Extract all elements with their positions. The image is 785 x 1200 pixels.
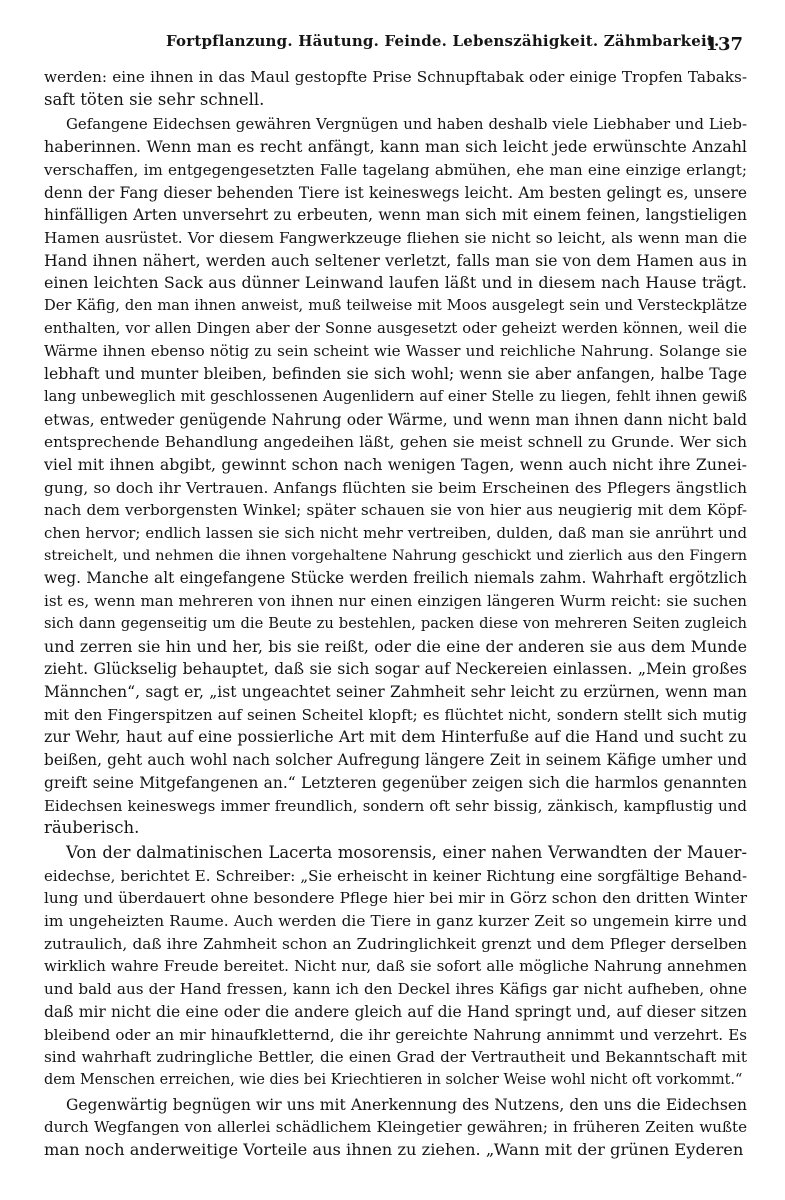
- text-line: im ungeheizten Raume. Auch werden die Tiere in ganz kurzer Zeit so ungemein kirre und: [44, 912, 747, 931]
- paragraph: [44, 113, 747, 840]
- text-line: Gegenwärtig begnügen wir uns mit Anerkennung des Nutzens, den uns die Eidechsen: [66, 1095, 747, 1114]
- running-title: Fortpflanzung. Häutung. Feinde. Lebenszähigkeit. Zähmbarkeit.: [166, 32, 720, 50]
- text-line: lung und überdauert ohne besondere Pflege hier bei mir in Görz schon den dritten Winter: [44, 889, 747, 908]
- text-line: lebhaft und munter bleiben, befinden sie sich wohl; wenn sie aber anfangen, halbe Tage: [44, 365, 747, 384]
- text-line: mit den Fingerspitzen auf seinen Scheitel klopft; es flüchtet nicht, sondern stellt sich mutig: [44, 705, 747, 724]
- text-line: Wärme ihnen ebenso nötig zu sein scheint wie Wasser und reichliche Nahrung. Solange sie: [44, 342, 747, 361]
- body-text: [44, 66, 747, 1162]
- text-line: enthalten, vor allen Dingen aber der Sonne ausgesetzt oder geheizt werden können, weil die: [44, 319, 747, 337]
- text-line: weg. Manche alt eingefangene Stücke werden freilich niemals zahm. Wahrhaft ergötzlich: [44, 569, 747, 588]
- text-line: ist es, wenn man mehreren von ihnen nur einen einzigen längeren Wurm reicht: sie suchen: [44, 592, 747, 611]
- text-line: chen hervor; endlich lassen sie sich nicht mehr vertreiben, dulden, daß man sie anrührt und: [44, 524, 747, 543]
- text-line: greift seine Mitgefangenen an.“ Letzteren gegenüber zeigen sich die harmlos genannten: [44, 773, 747, 792]
- paragraph: [44, 1094, 747, 1162]
- text-line: räuberisch.: [44, 818, 140, 838]
- text-line: denn der Fang dieser behenden Tiere ist keineswegs leicht. Am besten gelingt es, unsere: [44, 183, 747, 202]
- text-line: man noch anderweitige Vorteile aus ihnen zu ziehen. „Wann mit der grünen Eyderen: [44, 1140, 744, 1160]
- text-line: dem Menschen erreichen, wie dies bei Kriechtieren in solcher Weise wohl nicht oft vorkommt.“: [44, 1071, 743, 1088]
- text-line: Von der dalmatinischen Lacerta mosorensis, einer nahen Verwandten der Mauer-: [66, 842, 747, 862]
- text-line: gung, so doch ihr Vertrauen. Anfangs flüchten sie beim Erscheinen des Pflegers ängstlich: [44, 478, 747, 497]
- text-line: entsprechende Behandlung angedeihen läßt, gehen sie meist schnell zu Grunde. Wer sich: [44, 433, 747, 452]
- page-number: 137: [705, 34, 743, 55]
- text-line: daß mir nicht die eine oder die andere gleich auf die Hand springt und, auf dieser sitzen: [44, 1002, 747, 1021]
- text-line: und zerren sie hin und her, bis sie reißt, oder die eine der anderen sie aus dem Munde: [44, 636, 747, 656]
- paragraph: [44, 842, 747, 1092]
- text-line: streichelt, und nehmen die ihnen vorgehaltene Nahrung geschickt und zierlich aus den Fingern: [44, 547, 747, 564]
- text-line: Gefangene Eidechsen gewähren Vergnügen und haben deshalb viele Liebhaber und Lieb-: [66, 115, 747, 134]
- text-line: Der Käfig, den man ihnen anweist, muß teilweise mit Moos ausgelegt sein und Versteckplätze: [44, 297, 747, 315]
- text-line: werden: eine ihnen in das Maul gestopfte Prise Schnupftabak oder einige Tropfen Tabaks-: [44, 68, 747, 86]
- text-line: etwas, entweder genügende Nahrung oder Wärme, und wenn man ihnen dann nicht bald: [44, 410, 747, 429]
- text-line: saft töten sie sehr schnell.: [44, 89, 265, 109]
- running-head: [44, 30, 747, 66]
- text-line: durch Wegfangen von allerlei schädlichem Kleingetier gewähren; in früheren Zeiten wußte: [44, 1118, 747, 1137]
- text-line: Eidechsen keineswegs immer freundlich, sondern oft sehr bissig, zänkisch, kampflustig und: [44, 796, 747, 815]
- text-line: Männchen“, sagt er, „ist ungeachtet seiner Zahmheit sehr leicht zu erzürnen, wenn man: [44, 682, 747, 701]
- text-line: beißen, geht auch wohl nach solcher Aufregung längere Zeit in seinem Käfige umher und: [44, 751, 747, 770]
- text-line: hinfälligen Arten unversehrt zu erbeuten, wenn man sich mit einem feinen, langstieligen: [44, 206, 747, 225]
- text-line: sich dann gegenseitig um die Beute zu bestehlen, packen diese von mehreren Seiten zugleich: [44, 614, 747, 632]
- text-line: bleibend oder an mir hinaufkletternd, die ihr gereichte Nahrung annimmt und verzehrt. Es: [44, 1025, 747, 1044]
- text-line: nach dem verborgensten Winkel; später schauen sie von hier aus neugierig mit dem Köpf-: [44, 501, 747, 520]
- text-line: wirklich wahre Freude bereitet. Nicht nur, daß sie sofort alle mögliche Nahrung annehmen: [44, 957, 747, 976]
- text-line: verschaffen, im entgegengesetzten Falle tagelang abmühen, ehe man eine einzige erlangt;: [44, 160, 747, 179]
- text-line: sind wahrhaft zudringliche Bettler, die einen Grad der Vertrautheit und Bekanntschaft mit: [44, 1048, 747, 1067]
- paragraph: [44, 66, 747, 111]
- text-line: Hand ihnen nähert, werden auch seltener verletzt, falls man sie von dem Hamen aus in: [44, 250, 747, 270]
- text-line: Hamen ausrüstet. Vor diesem Fangwerkzeuge fliehen sie nicht so leicht, als wenn man die: [44, 228, 747, 247]
- text-line: und bald aus der Hand fressen, kann ich den Deckel ihres Käfigs gar nicht aufheben, ohne: [44, 980, 747, 999]
- text-line: viel mit ihnen abgibt, gewinnt schon nach wenigen Tagen, wenn auch nicht ihre Zunei-: [44, 454, 747, 474]
- text-line: eidechse, berichtet E. Schreiber: „Sie erheischt in keiner Richtung eine sorgfältige Behand-: [44, 866, 747, 885]
- text-line: lang unbeweglich mit geschlossenen Augenlidern auf einer Stelle zu liegen, fehlt ihnen gewiß: [44, 387, 747, 405]
- text-line: zur Wehr, haut auf eine possierliche Art mit dem Hinterfuße auf die Hand und sucht zu: [44, 727, 747, 747]
- text-line: haberinnen. Wenn man es recht anfängt, kann man sich leicht jede erwünschte Anzahl: [44, 137, 747, 157]
- text-line: zutraulich, daß ihre Zahmheit schon an Zudringlichkeit grenzt und dem Pfleger derselben: [44, 934, 747, 953]
- text-line: einen leichten Sack aus dünner Leinwand laufen läßt und in diesem nach Hause trägt.: [44, 273, 747, 293]
- text-line: zieht. Glückselig behauptet, daß sie sich sogar auf Neckereien einlassen. „Mein großes: [44, 659, 747, 679]
